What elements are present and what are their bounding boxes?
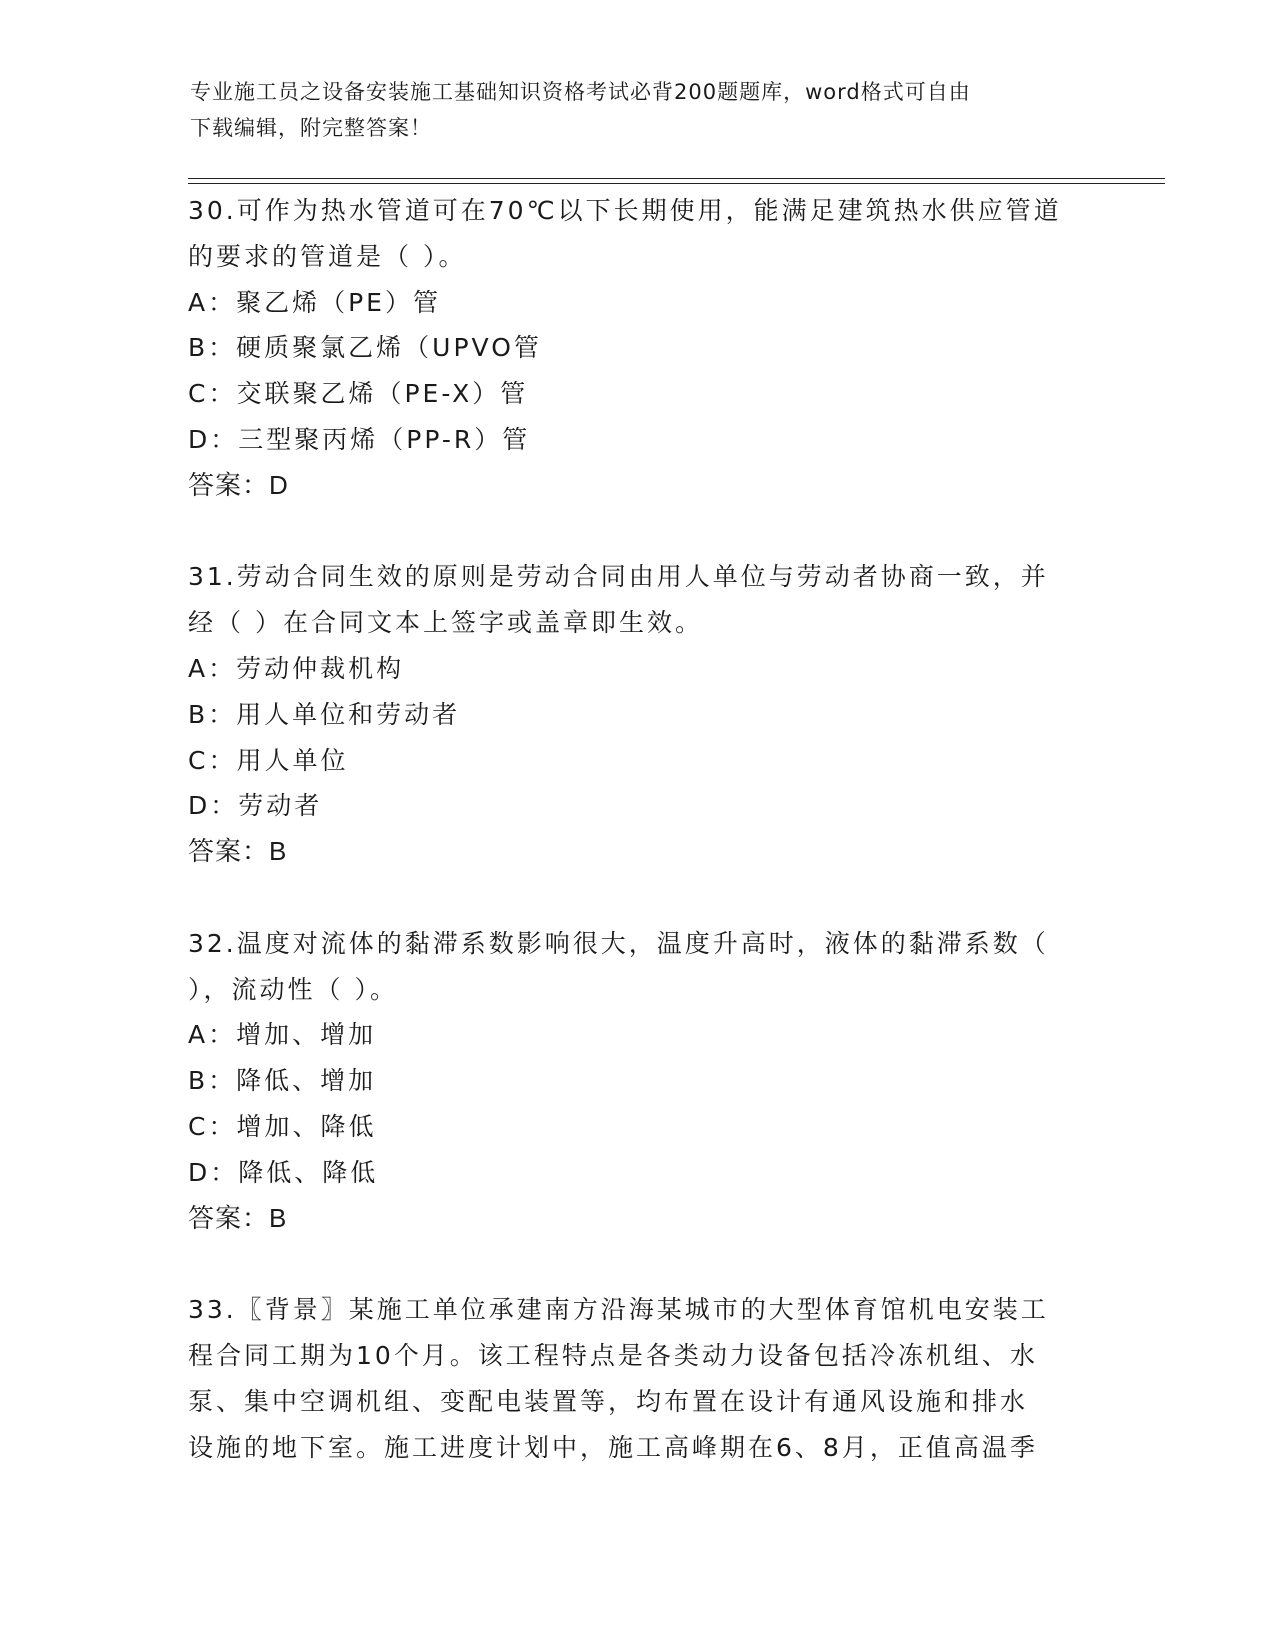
document-body xyxy=(188,188,1088,1470)
question-text: 程合同工期为10个月。该工程特点是各类动力设备包括冷冻机组、水 xyxy=(188,1340,1038,1370)
spacer xyxy=(188,509,1088,555)
question-text: 的要求的管道是（ ）。 xyxy=(188,241,467,271)
option-b: B：降低、增加 xyxy=(188,1066,377,1096)
option-c: C：交联聚乙烯（PE-X）管 xyxy=(188,379,529,409)
answer: 答案：B xyxy=(188,1202,288,1233)
question-text: 32.温度对流体的黏滞系数影响很大，温度升高时，液体的黏滞系数（ xyxy=(188,928,1049,958)
question-text: 经（ ）在合同文本上签字或盖章即生效。 xyxy=(188,608,703,638)
option-c: C：增加、降低 xyxy=(188,1111,377,1141)
answer: 答案：D xyxy=(188,469,289,500)
spacer xyxy=(188,1241,1088,1287)
header-line-1: 专业施工员之设备安装施工基础知识资格考试必背200题题库，word格式可自由 xyxy=(190,80,971,104)
question-text: 30.可作为热水管道可在70℃以下长期使用，能满足建筑热水供应管道 xyxy=(188,196,1062,225)
question-text: ），流动性（ ）。 xyxy=(188,974,398,1004)
answer: 答案：B xyxy=(188,836,288,867)
header-rule-top xyxy=(188,178,1165,179)
spacer xyxy=(188,875,1088,921)
option-a: A：劳动仲裁机构 xyxy=(188,653,405,683)
question-30 xyxy=(188,188,1088,509)
option-a: A：增加、增加 xyxy=(188,1020,377,1050)
header-rule-bottom xyxy=(188,183,1165,184)
question-text: 33.〖背景〗某施工单位承建南方沿海某城市的大型体育馆机电安装工 xyxy=(188,1295,1049,1325)
header-line-2: 下载编辑，附完整答案！ xyxy=(190,116,432,140)
question-32 xyxy=(188,921,1088,1242)
option-a: A：聚乙烯（PE）管 xyxy=(188,287,441,317)
option-c: C：用人单位 xyxy=(188,745,349,775)
option-b: B：用人单位和劳动者 xyxy=(188,699,461,729)
question-31 xyxy=(188,554,1088,875)
option-b: B：硬质聚氯乙烯（UPVO管 xyxy=(188,333,542,363)
question-text: 设施的地下室。施工进度计划中，施工高峰期在6、8月，正值高温季 xyxy=(188,1432,1038,1462)
option-d: D：降低、降低 xyxy=(188,1157,379,1187)
question-text: 31.劳动合同生效的原则是劳动合同由用人单位与劳动者协商一致，并 xyxy=(188,562,1049,592)
option-d: D：三型聚丙烯（PP-R）管 xyxy=(188,424,531,454)
question-33 xyxy=(188,1287,1088,1470)
option-d: D：劳动者 xyxy=(188,791,323,821)
question-text: 泵、集中空调机组、变配电装置等，均布置在设计有通风设施和排水 xyxy=(188,1386,1029,1416)
document-header xyxy=(190,74,1090,146)
